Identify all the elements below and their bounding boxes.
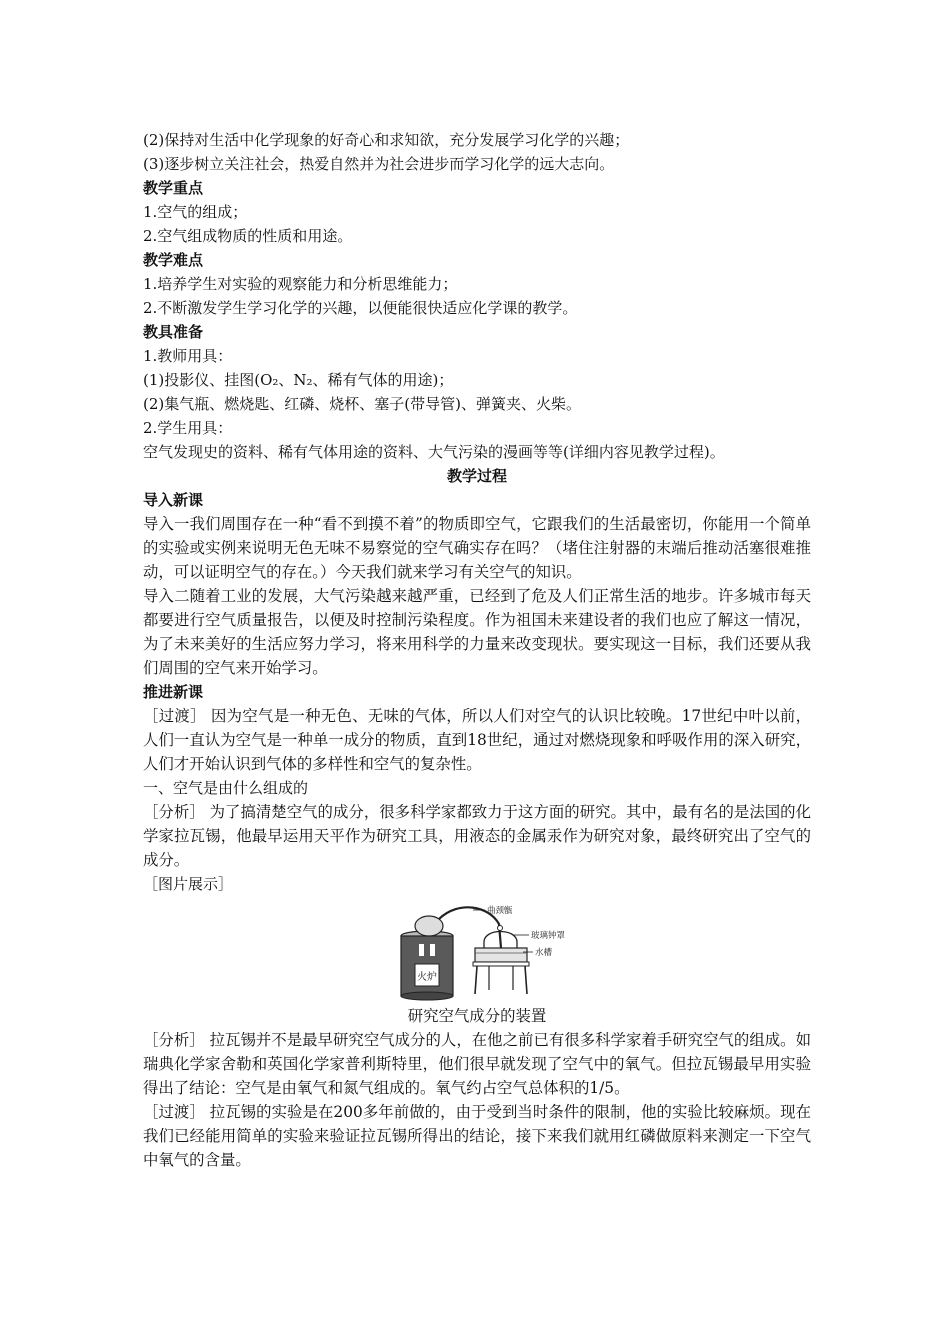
transition-paragraph-1: ［过渡］ 因为空气是一种无色、无味的气体，所以人们对空气的认识比较晚。17世纪中叶以前，人们一直认为空气是一种单一成分的物质，直到18世纪，通过对燃烧现象和呼吸作用的深入研究，人们才开始认识到气体的多样性和空气的复杂性。 (143, 707, 811, 773)
section-title: 一、空气是由什么组成的 (143, 779, 309, 797)
furnace-vent (430, 944, 435, 956)
figure-caption: 研究空气成分的装置 (407, 1007, 547, 1025)
document-page (143, 128, 811, 1172)
key-points-heading: 教学重点 (143, 179, 204, 197)
student-materials-text: 空气发现史的资料、稀有气体用途的资料、大气污染的漫画等等(详细内容见教学过程)。 (143, 443, 725, 461)
furnace-base (401, 992, 453, 1000)
teacher-materials-label: 1.教师用具： (143, 347, 233, 365)
lavoisier-apparatus-figure (143, 902, 811, 1002)
transition-paragraph-2: ［过渡］ 拉瓦锡的实验是在200多年前做的，由于受到当时条件的限制，他的实验比较麻烦。现在我们已经能用简单的实验来验证拉瓦锡所得出的结论，接下来我们就用红磷做原料来测定一下空气中氧气的含量。 (143, 1103, 811, 1169)
process-heading: 教学过程 (446, 467, 507, 485)
difficulty-item: 2.不断激发学生学习化学的兴趣，以便能很快适应化学课的教学。 (143, 299, 578, 317)
teacher-materials-item-2: (2)集气瓶、燃烧匙、红磷、烧杯、塞子(带导管)、弹簧夹、火柴。 (143, 395, 581, 413)
intro-paragraph-2: 导入二随着工业的发展，大气污染越来越严重，已经到了危及人们正常生活的地步。许多城市每天都要进行空气质量报告，以便及时控制污染程度。作为祖国未来建设者的我们也应了解这一情况，为了未来美好的生活应努力学习，将来用科学的力量来改变现状。要实现这一目标，我们还要从我们周围的空气来开始学习。 (143, 587, 811, 677)
objective-item-3: (3)逐步树立关注社会，热爱自然并为社会进步而学习化学的远大志向。 (143, 155, 615, 173)
furnace-vent (419, 944, 424, 956)
stand-top (473, 962, 529, 966)
retort-flask (415, 916, 443, 936)
trough-label: 水槽 (535, 948, 553, 958)
difficulties-heading: 教学难点 (143, 251, 204, 269)
student-materials-label: 2.学生用具： (143, 419, 233, 437)
water-trough (475, 948, 527, 962)
analysis-paragraph-2: ［分析］ 拉瓦锡并不是最早研究空气成分的人，在他之前已有很多科学家着手研究空气的组成。如瑞典化学家舍勒和英国化学家普利斯特里，他们很早就发现了空气中的氧气。但拉瓦锡最早用实验得出了结论：空气是由氧气和氮气组成的。氧气约占空气总体积的1/5。 (143, 1031, 811, 1097)
objective-item-2: (2)保持对生活中化学现象的好奇心和求知欲，充分发展学习化学的兴趣； (143, 131, 630, 149)
lavoisier-apparatus-illustration (389, 902, 565, 1002)
furnace-label: 火炉 (417, 972, 437, 983)
teacher-materials-item-1: (1)投影仪、挂图(O₂、N₂、稀有气体的用途)； (143, 371, 454, 389)
analysis-paragraph-1: ［分析］ 为了搞清楚空气的成分，很多科学家都致力于这方面的研究。其中，最有名的是法国的化学家拉瓦锡，他最早运用天平作为研究工具，用液态的金属汞作为研究对象，最终研究出了空气的成分。 (143, 803, 811, 869)
picture-show-label: ［图片展示］ (143, 875, 234, 893)
key-point-item: 1.空气的组成； (143, 203, 248, 221)
intro-heading: 导入新课 (143, 491, 204, 509)
intro-paragraph-1: 导入一我们周围存在一种“看不到摸不着”的物质即空气，它跟我们的生活最密切，你能用一个简单的实验或实例来说明无色无味不易察觉的空气确实存在吗？（堵住注射器的末端后推动活塞很难推动，可以证明空气的存在。）今天我们就来学习有关空气的知识。 (143, 515, 811, 581)
retort-label: 曲颈甑 (487, 906, 513, 916)
bell-jar-knob (498, 926, 503, 931)
key-point-item: 2.空气组成物质的性质和用途。 (143, 227, 353, 245)
difficulty-item: 1.培养学生对实验的观察能力和分析思维能力； (143, 275, 458, 293)
advance-heading: 推进新课 (143, 683, 204, 701)
bell-jar-label: 玻璃钟罩 (531, 931, 565, 941)
materials-heading: 教具准备 (143, 323, 204, 341)
